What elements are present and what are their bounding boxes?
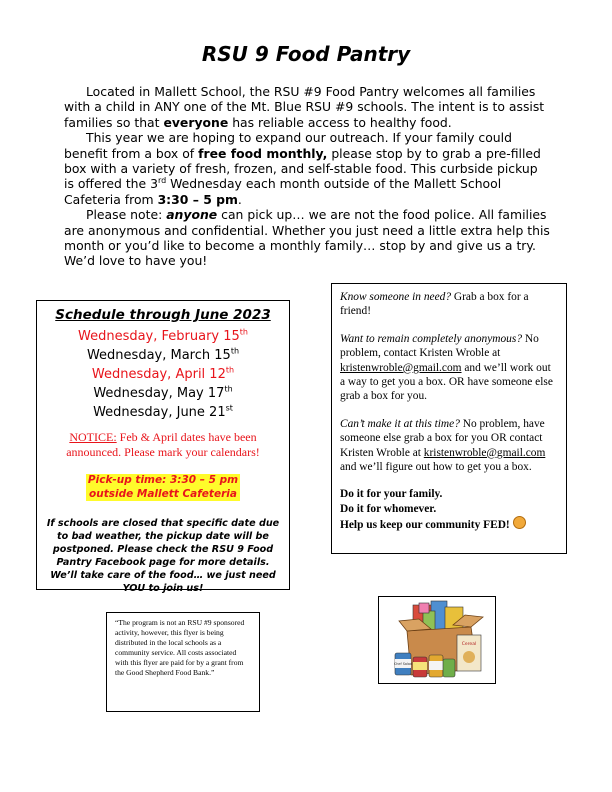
closing-line-2: Do it for whomever. (340, 502, 437, 515)
schedule-box (36, 300, 290, 594)
pickup-time-highlight (86, 474, 240, 501)
schedule-date: Wednesday, March 15th (86, 346, 240, 363)
pickup-line-2: outside Mallett Cafeteria (89, 487, 237, 500)
intro-text (64, 84, 550, 269)
schedule-date: Wednesday, February 15th (77, 327, 249, 344)
notice-label: NOTICE: (69, 430, 117, 444)
disclaimer-box: “The program is not an RSU #9 sponsored activity, however, this flyer is being distributed in the local schools as a community service. All costs associated with this flyer are paid for by a grant from the Good Shepherd Food Bank.” (106, 612, 260, 712)
info-text-1: Grab a box for a friend! (340, 291, 529, 318)
closing-line-1: Do it for your family. (340, 488, 443, 501)
intro-paragraph-2: This year we are hoping to expand our outreach. If your family could benefit from a box of free food monthly, please stop by to grab a pre-filled box with a variety of fresh, frozen, and self-stable food. This curbside pickup is offered the 3rd Wednesday each month outside of the Mallett School Cafeteria from 3:30 – 5 pm. (64, 130, 541, 207)
schedule-date: Wednesday, June 21st (93, 403, 233, 420)
info-lead-3: Can’t make it at this time? (340, 417, 460, 430)
info-text-3a: No problem, have someone else grab a box for you OR contact Kristen Wroble at (340, 417, 545, 459)
info-lead-1: Know someone in need? (340, 291, 452, 303)
schedule-date: Wednesday, April 12th (91, 365, 235, 382)
email-link[interactable]: kristenwroble@gmail.com (340, 361, 462, 374)
food-box-icon (379, 597, 495, 683)
notice-body: Feb & April dates have been announced. Please mark your calendars! (66, 430, 260, 459)
info-lead-2: Want to remain completely anonymous? (340, 332, 523, 345)
info-text-2a: No problem, contact Kristen Wroble at (340, 332, 539, 360)
info-paragraph-1 (340, 290, 558, 319)
info-box (331, 283, 567, 554)
intro-paragraph-3: Please note: anyone can pick up… we are not the food police. All families are anonymous and confidential. Whether you just need a little extra help this month or you’d like to become a monthly family… stop by and give us a try. We’d love to have you! (64, 207, 550, 269)
schedule-date: Wednesday, May 17th (93, 384, 233, 401)
food-box-illustration (378, 596, 496, 684)
pickup-line-1: Pick-up time: 3:30 – 5 pm (87, 474, 239, 486)
closing-line-3-text: Help us keep our community FED! (340, 519, 510, 532)
closing-line-3 (340, 516, 558, 532)
can-label: Chef Salad (393, 662, 413, 666)
schedule-title: Schedule through June 2023 (55, 307, 271, 323)
weather-notice: If schools are closed that specific date due to bad weather, the pickup date will be postponed. Please check the RSU 9 Food Pantry Facebook page for more details. We’ll take care of the food… we just need YOU to join us! (46, 518, 280, 594)
info-paragraph-2 (340, 332, 558, 404)
intro-paragraph-1: Located in Mallett School, the RSU #9 Food Pantry welcomes all families with a child in ANY one of the Mt. Blue RSU #9 schools. The intent is to assist families so that everyone has reliable access to healthy food. (64, 84, 545, 130)
smiley-icon (513, 516, 526, 529)
info-text-2b: and we’ll work out a way to get you a box. OR have someone else grab a box for you. (340, 361, 553, 403)
info-paragraph-3 (340, 417, 558, 475)
email-link[interactable]: kristenwroble@gmail.com (423, 446, 546, 459)
info-text-3b: and we’ll figure out how to get you a box. (340, 461, 532, 474)
notice-text (43, 430, 283, 460)
cereal-label: Cereal (461, 642, 477, 647)
page-title: RSU 9 Food Pantry (201, 42, 411, 66)
schedule-dates (37, 327, 289, 422)
